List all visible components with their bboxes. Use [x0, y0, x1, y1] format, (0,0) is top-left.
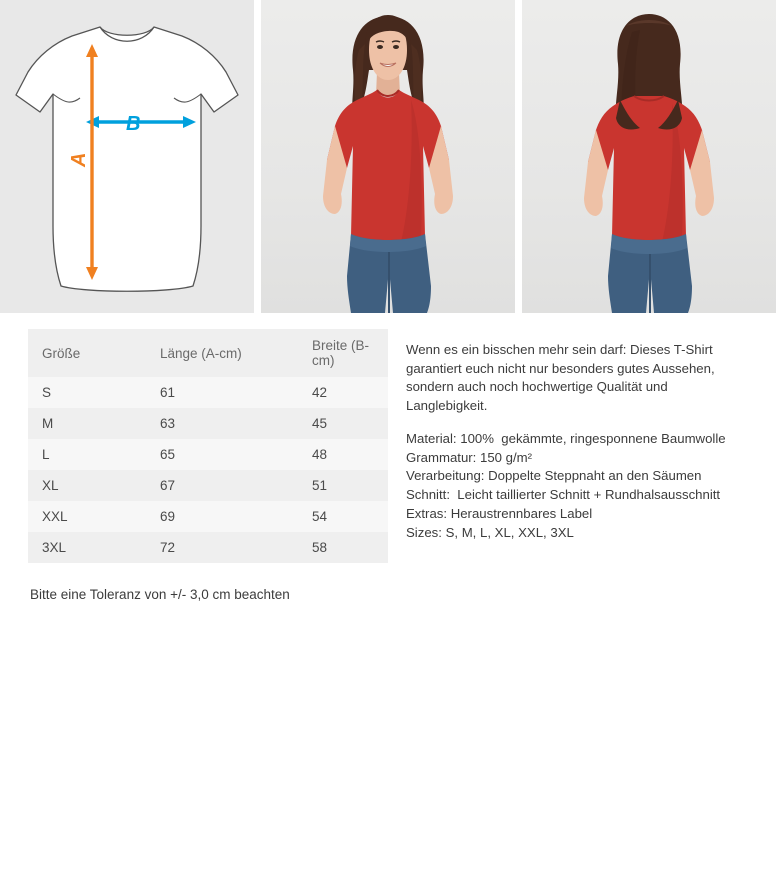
spec-extras: Extras: Heraustrennbares Label — [406, 505, 593, 521]
cell-length: 61 — [146, 377, 298, 408]
cell-width: 42 — [298, 377, 388, 408]
product-description: Wenn es ein bisschen mehr sein darf: Dieses T-Shirt garantiert euch nicht nur besonders gutes Aussehen, sondern auch noch hochwertige Qualität und Langlebigkeit. — [406, 342, 715, 414]
spec-verarbeitung: Verarbeitung: Doppelte Steppnaht an den Säumen — [406, 468, 702, 484]
table-row — [28, 439, 388, 470]
cell-size: S — [28, 377, 146, 408]
table-row — [28, 408, 388, 439]
tolerance-note: Bitte eine Toleranz von +/- 3,0 cm beachten — [30, 587, 290, 602]
cell-size: M — [28, 408, 146, 439]
details-section — [0, 313, 777, 602]
measurement-diagram-panel — [0, 0, 254, 313]
spec-schnitt: Schnitt: Leicht taillierter Schnitt + Rundhalsausschnitt — [406, 487, 721, 503]
table-row — [28, 377, 388, 408]
cell-width: 48 — [298, 439, 388, 470]
spec-grammatur: Grammatur: 150 g/m² — [406, 449, 533, 465]
model-back-photo-panel — [522, 0, 776, 313]
svg-text:B: B — [126, 113, 141, 135]
cell-length: 72 — [146, 532, 298, 563]
size-table — [28, 329, 388, 563]
cell-width: 54 — [298, 501, 388, 532]
cell-width: 51 — [298, 470, 388, 501]
table-row — [28, 501, 388, 532]
cell-size: 3XL — [28, 532, 146, 563]
tshirt-technical-drawing — [0, 0, 254, 313]
cell-length: 67 — [146, 470, 298, 501]
model-front-photo-panel — [261, 0, 515, 313]
size-table-header-row — [28, 329, 388, 377]
col-header-size: Größe — [28, 329, 146, 377]
product-info-column — [406, 329, 749, 602]
model-back-illustration — [522, 0, 776, 313]
col-header-width: Breite (B-cm) — [298, 329, 388, 377]
col-header-length: Länge (A-cm) — [146, 329, 298, 377]
cell-size: L — [28, 439, 146, 470]
table-row — [28, 532, 388, 563]
product-image-strip — [0, 0, 777, 313]
svg-text:A: A — [68, 152, 90, 167]
cell-size: XXL — [28, 501, 146, 532]
model-front-illustration — [261, 0, 515, 313]
table-row — [28, 470, 388, 501]
cell-size: XL — [28, 470, 146, 501]
cell-length: 63 — [146, 408, 298, 439]
size-table-column — [28, 329, 388, 602]
spec-sizes: Sizes: S, M, L, XL, XXL, 3XL — [406, 524, 574, 540]
spec-material: Material: 100% gekämmte, ringesponnene Baumwolle — [406, 430, 726, 446]
cell-width: 58 — [298, 532, 388, 563]
cell-length: 65 — [146, 439, 298, 470]
cell-length: 69 — [146, 501, 298, 532]
cell-width: 45 — [298, 408, 388, 439]
